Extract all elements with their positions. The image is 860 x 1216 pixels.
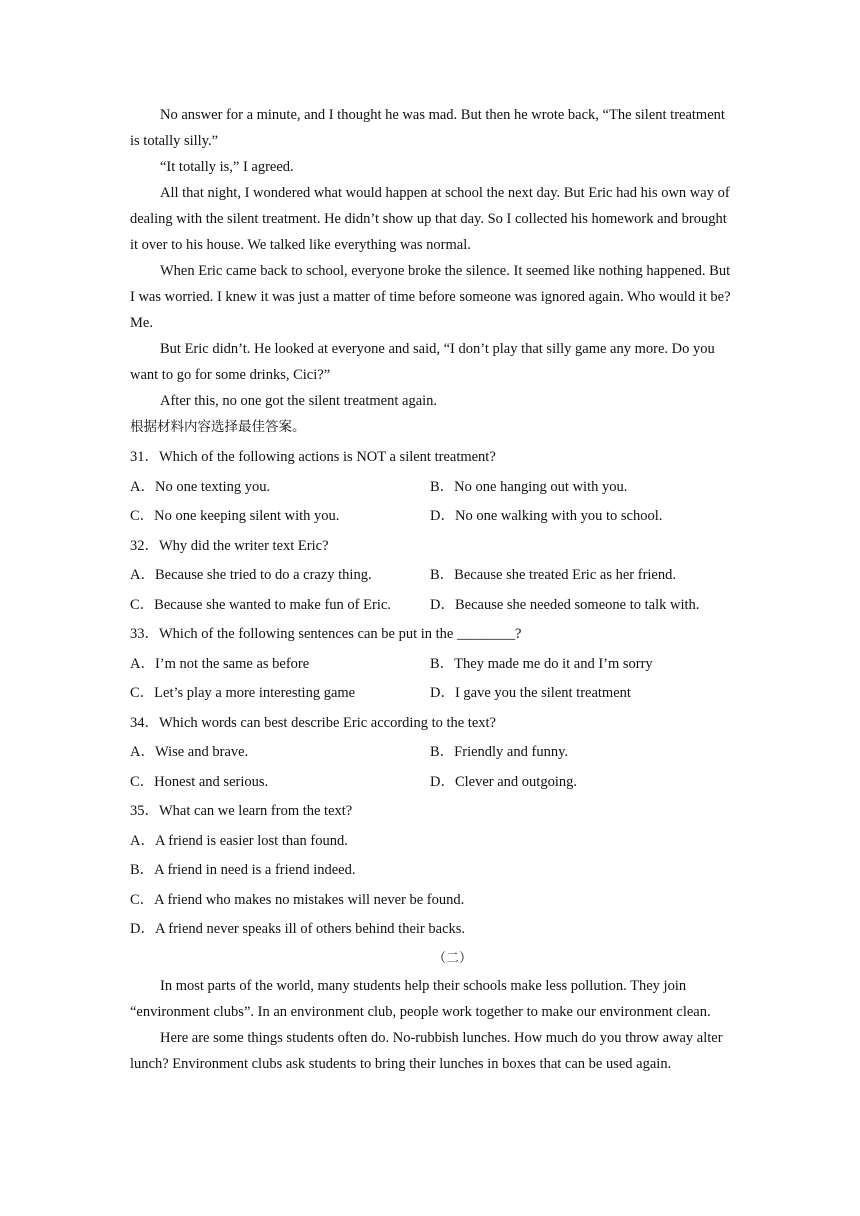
option-a: A．Wise and brave.: [130, 744, 249, 760]
story-paragraph: When Eric came back to school, everyone broke the silence. It seemed like nothing happened. But I was worried. I knew it was just a matter of time before someone was ignored again. Who would it be? Me.: [130, 263, 731, 331]
question-34-options-row-1: [130, 738, 735, 768]
option-d: D．A friend never speaks ill of others behind their backs.: [130, 921, 466, 937]
question-33-options-row-2: [130, 679, 735, 709]
question-33-stem: 33．Which of the following sentences can be put in the ________?: [130, 626, 522, 642]
option-d: D．Clever and outgoing.: [430, 773, 577, 790]
option-c: C．No one keeping silent with you.: [130, 508, 340, 524]
question-34-stem: 34．Which words can best describe Eric according to the text?: [130, 714, 496, 731]
story-paragraph: “It totally is,” I agreed.: [160, 159, 294, 175]
question-31-options-row-1: [130, 473, 735, 503]
page-content: [130, 102, 735, 1077]
option-a: A．A friend is easier lost than found.: [130, 832, 348, 849]
story-paragraph: All that night, I wondered what would happen at school the next day. But Eric had his own way of dealing with the silent treatment. He didn’t show up that day. So I collected his homework and brought it over to his house. We talked like everything was normal.: [130, 185, 730, 253]
option-b: B．Because she treated Eric as her friend.: [430, 567, 676, 583]
question-35-stem: 35．What can we learn from the text?: [130, 803, 353, 819]
question-33-options-row-1: [130, 650, 735, 680]
option-c: C．Let’s play a more interesting game: [130, 685, 356, 701]
question-31-stem: 31．Which of the following actions is NOT a silent treatment?: [130, 449, 496, 465]
option-d: D．No one walking with you to school.: [430, 508, 663, 524]
option-b: B．Friendly and funny.: [430, 744, 569, 760]
story-paragraph: After this, no one got the silent treatment again.: [160, 393, 438, 409]
passage-paragraph: In most parts of the world, many students help their schools make less pollution. They join “environment clubs”. In an environment club, people work together to make our environment clean.: [130, 977, 711, 1020]
option-b: B．A friend in need is a friend indeed.: [130, 862, 356, 878]
option-c: C．Honest and serious.: [130, 773, 269, 790]
section-marker: （二）: [432, 950, 472, 966]
question-32-stem: 32．Why did the writer text Eric?: [130, 537, 329, 554]
passage-paragraph: Here are some things students often do. No-rubbish lunches. How much do you throw away alter lunch? Environment clubs ask students to bring their lunches in boxes that can be used again.: [130, 1029, 723, 1072]
option-a: A．No one texting you.: [130, 478, 271, 495]
option-b: B．They made me do it and I’m sorry: [430, 655, 653, 672]
option-d: D．Because she needed someone to talk with.: [430, 596, 700, 613]
question-32-options-row-1: [130, 561, 735, 591]
option-c: C．A friend who makes no mistakes will never be found.: [130, 891, 465, 908]
option-a: A．Because she tried to do a crazy thing.: [130, 567, 372, 583]
question-31-options-row-2: [130, 502, 735, 532]
question-34-options-row-2: [130, 768, 735, 798]
question-32-options-row-2: [130, 591, 735, 621]
option-d: D．I gave you the silent treatment: [430, 685, 631, 701]
option-a: A．I’m not the same as before: [130, 655, 310, 672]
option-b: B．No one hanging out with you.: [430, 478, 628, 495]
option-c: C．Because she wanted to make fun of Eric.: [130, 596, 391, 613]
story-paragraph: No answer for a minute, and I thought he was mad. But then he wrote back, “The silent treatment is totally silly.”: [130, 107, 725, 149]
story-paragraph: But Eric didn’t. He looked at everyone and said, “I don’t play that silly game any more. Do you want to go for some drinks, Cici?”: [130, 341, 715, 383]
instruction-text: 根据材料内容选择最佳答案。: [130, 419, 306, 435]
